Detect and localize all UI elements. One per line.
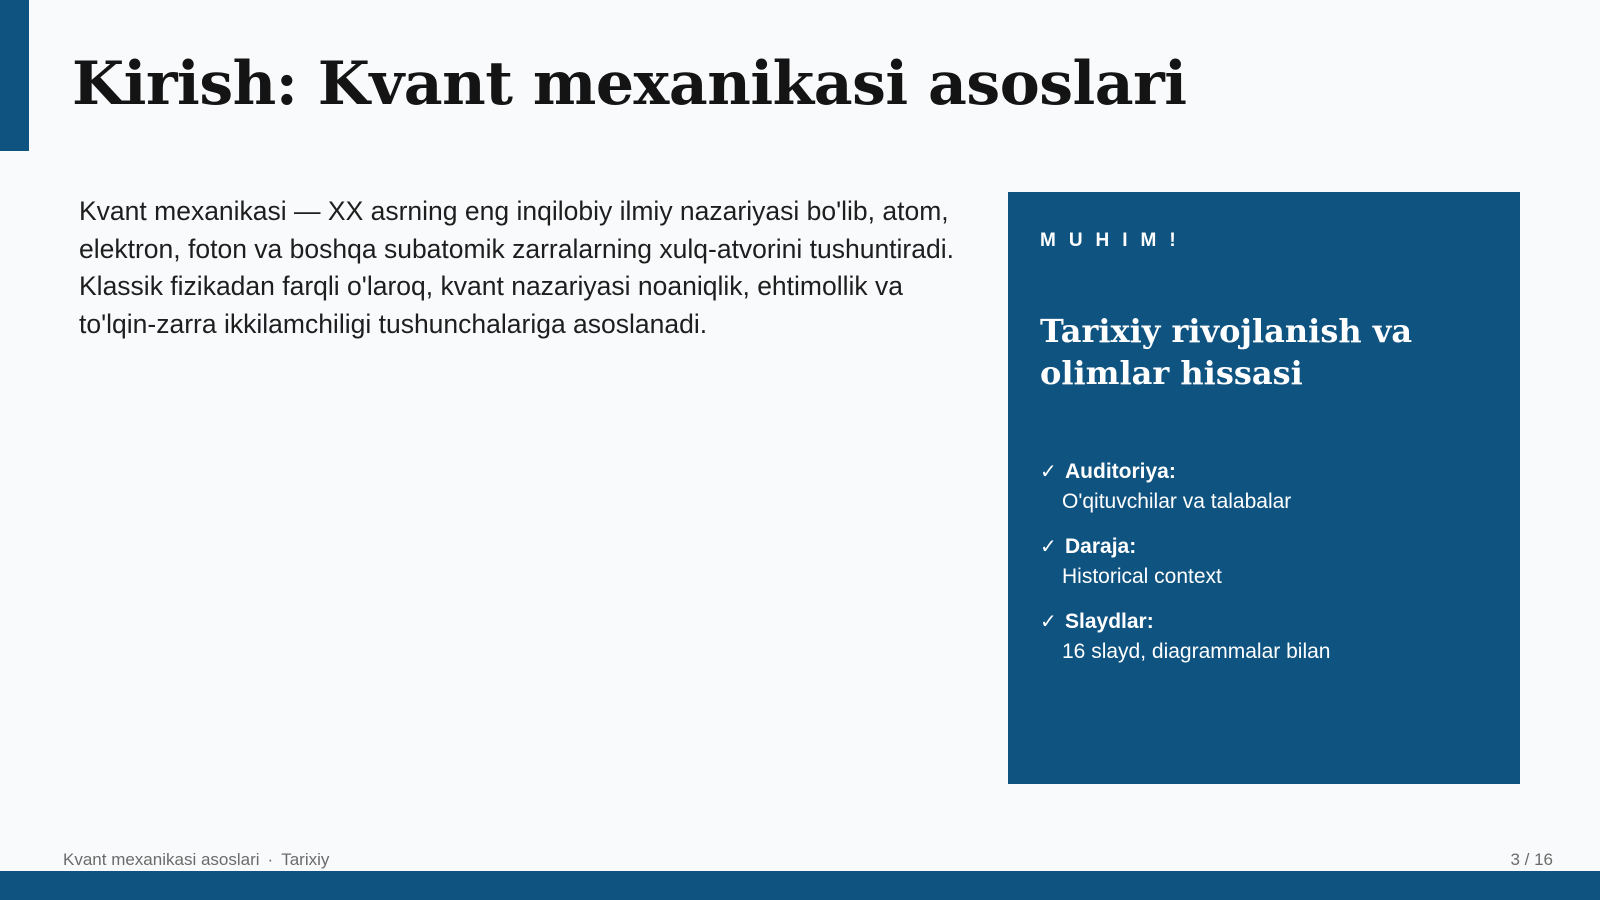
- panel-list: [1040, 456, 1500, 681]
- slide-title: Kirish: Kvant mexanikasi asoslari: [72, 49, 1187, 119]
- check-icon: ✓: [1040, 459, 1057, 483]
- highlight-panel: [1008, 192, 1520, 784]
- panel-item-value: O'qituvchilar va talabalar: [1062, 490, 1292, 513]
- footer-deck-title: Kvant mexanikasi asoslari: [63, 850, 260, 869]
- page-number: 3 / 16: [1510, 850, 1553, 869]
- check-icon: ✓: [1040, 609, 1057, 633]
- panel-title: Tarixiy rivojlanish va olimlar hissasi: [1040, 312, 1413, 392]
- body-paragraph: Kvant mexanikasi — XX asrning eng inqilobiy ilmiy nazariyasi bo'lib, atom, elektron, foton va boshqa subatomik zarralarning xulq-atvorini tushuntiradi. Klassik fizikadan farqli o'laroq, kvant nazariyasi noaniqlik, ehtimollik va to'lqin-zarra ikkilamchiligi tushunchalariga asoslanadi.: [79, 196, 954, 339]
- panel-item-label: Slaydlar:: [1065, 610, 1154, 633]
- footer-section: Tarixiy: [281, 850, 330, 869]
- panel-item-slaydlar: [1040, 606, 1500, 667]
- bottom-bar: [0, 871, 1600, 900]
- check-icon: ✓: [1040, 534, 1057, 558]
- panel-item-value: 16 slayd, diagrammalar bilan: [1062, 640, 1331, 663]
- panel-item-daraja: [1040, 531, 1500, 592]
- footer-breadcrumb: [63, 849, 329, 871]
- panel-item-label: Daraja:: [1065, 535, 1137, 558]
- panel-item-value: Historical context: [1062, 565, 1222, 588]
- panel-item-label: Auditoriya:: [1065, 460, 1176, 483]
- footer-separator: ·: [267, 850, 274, 869]
- accent-bar: [0, 0, 29, 151]
- panel-kicker: MUHIM!: [1040, 230, 1189, 251]
- panel-item-auditoriya: [1040, 456, 1500, 517]
